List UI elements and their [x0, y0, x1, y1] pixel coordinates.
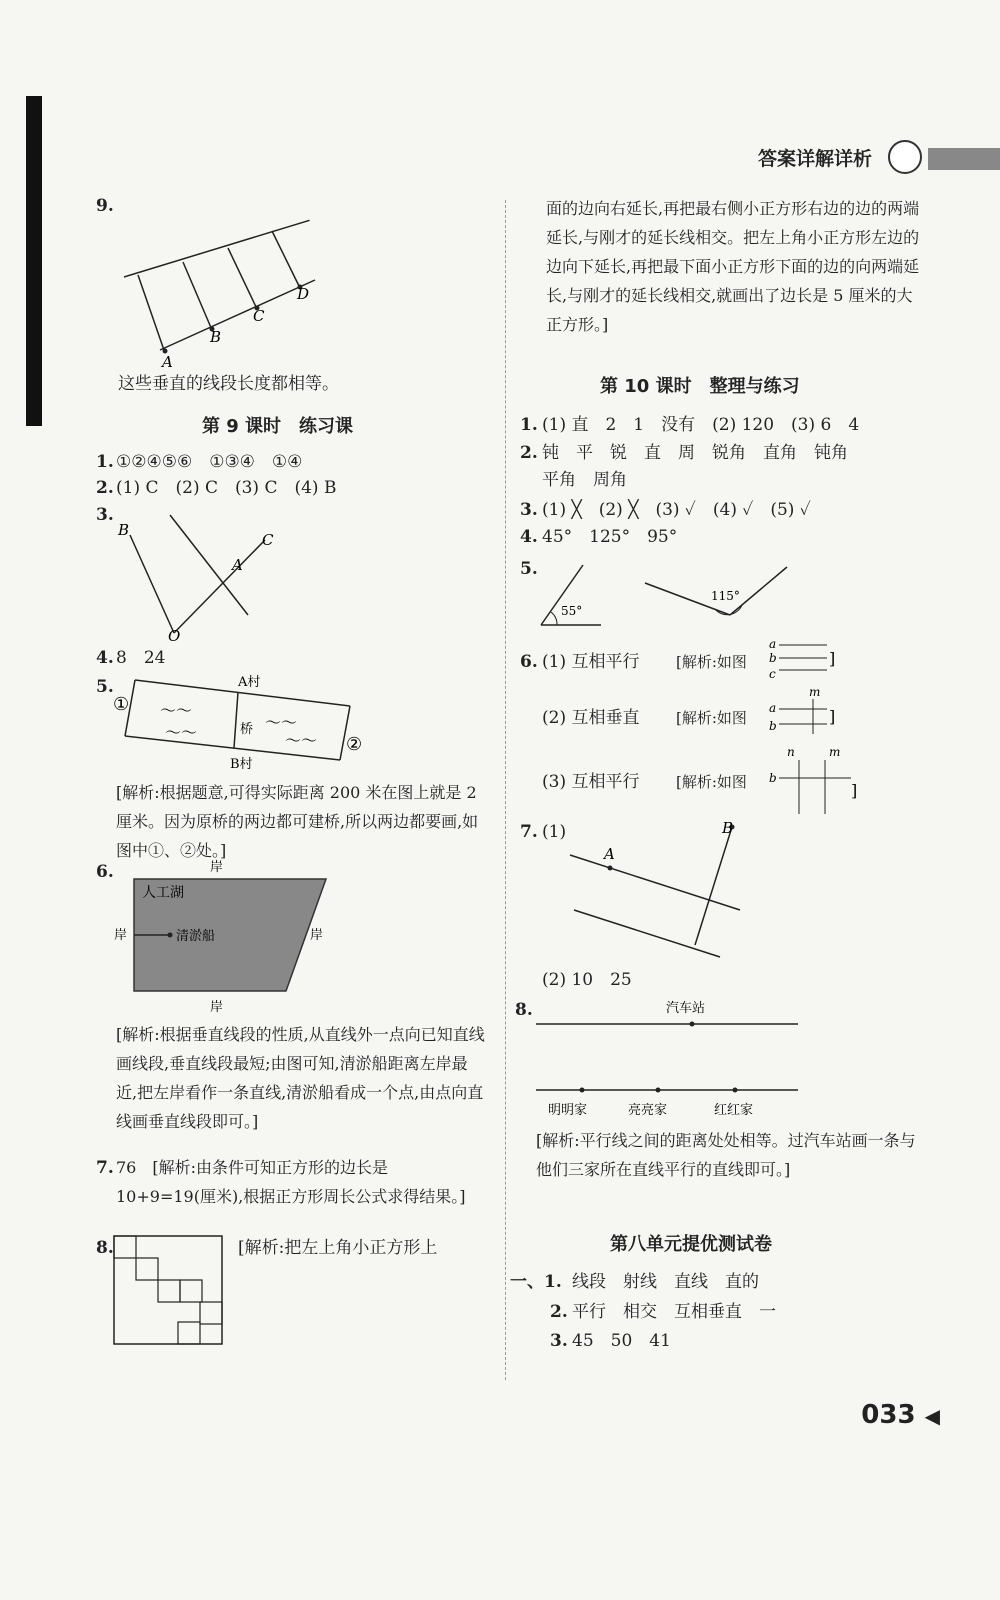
l6-bank-right: 岸	[310, 928, 324, 943]
r8-figure	[530, 996, 805, 1126]
svg-text:m: m	[809, 685, 821, 699]
l5-figure	[110, 668, 375, 778]
l6-bank-left: 岸	[114, 928, 128, 943]
l6-figure	[110, 855, 340, 1015]
q9-label-a: A	[162, 353, 173, 370]
r8-station: 汽车站	[666, 1001, 706, 1016]
r1-number: 1.	[520, 415, 538, 435]
page-arrow-icon: ◀	[924, 1404, 940, 1428]
r6-part1-note: [解析:如图	[676, 653, 747, 671]
r6-part2-note: [解析:如图	[676, 709, 747, 727]
svg-text:～～: ～～	[160, 701, 193, 720]
r1-answer: (1) 直 2 1 没有 (2) 120 (3) 6 4	[542, 415, 860, 435]
header-title: 答案详解详析	[757, 148, 872, 170]
r7-part2: (2) 10 25	[542, 970, 632, 990]
u1-number: 一、1.	[510, 1272, 562, 1292]
r6-part1: (1) 互相平行	[542, 652, 640, 672]
section-title-lesson10: 第 10 课时 整理与练习	[600, 376, 800, 397]
l1-answer: ①②④⑤⑥ ①③④ ①④	[116, 452, 303, 472]
l8-analysis-continued: 面的边向右延长,再把最右侧小正方形右边的边的两端延长,与刚才的延长线相交。把左上角小正方形左边的边向下延长,再把最下面小正方形下面的边的向两端延长,与刚才的延长线相交,就画出了边长是 5 厘米的大正方形。]	[546, 199, 920, 334]
unit-test-title: 第八单元提优测试卷	[610, 1234, 772, 1255]
svg-text:b: b	[769, 771, 777, 785]
l8-figure	[112, 1234, 224, 1346]
svg-text:m: m	[829, 745, 841, 759]
r8-number: 8.	[515, 1000, 533, 1020]
smiley-icon	[888, 140, 922, 174]
l3-figure	[110, 505, 290, 645]
r8-home-2: 亮亮家	[628, 1103, 668, 1118]
svg-text:～～: ～～	[285, 731, 318, 750]
l7-number: 7.	[96, 1158, 114, 1178]
q9-label-b: B	[210, 328, 222, 346]
l4-answer: 8 24	[116, 648, 166, 668]
l5-analysis: [解析:根据题意,可得实际距离 200 米在图上就是 2 厘米。因为原桥的两边都可建桥,所以两边都要画,如图中①、②处。]	[116, 783, 479, 860]
r4-answer: 45° 125° 95°	[542, 527, 678, 547]
l2-number: 2.	[96, 478, 114, 498]
r5-number: 5.	[520, 559, 538, 579]
u2-answer: 平行 相交 互相垂直 一	[572, 1302, 776, 1322]
r6-number: 6.	[520, 652, 538, 672]
l3-label-b: B	[118, 521, 130, 539]
l6-analysis: [解析:根据垂直线段的性质,从直线外一点向已知直线画线段,垂直线段最短;由图可知,清淤船距离左岸最近,把左岸看作一条直线,清淤船看成一个点,由点向直线画垂直线段即可。]	[116, 1025, 485, 1131]
u2-number: 2.	[550, 1302, 568, 1322]
r6-part3: (3) 互相平行	[542, 772, 640, 792]
page-number: 033 ◀	[861, 1400, 940, 1430]
r3-answer: (1) ╳ (2) ╳ (3) ✓ (4) ✓ (5) ✓	[542, 500, 811, 520]
l3-label-c: C	[262, 531, 274, 549]
q9-label-d: D	[297, 285, 310, 303]
l7-answer: 76 [解析:由条件可知正方形的边长是 10+9=19(厘米),根据正方形周长公式求得结果。]	[116, 1158, 466, 1206]
svg-text:]: ]	[829, 649, 836, 668]
section-title-lesson9: 第 9 课时 练习课	[202, 416, 354, 437]
u1-answer: 线段 射线 直线 直的	[572, 1272, 759, 1292]
svg-text:]: ]	[851, 781, 858, 800]
l2-answer: (1) C (2) C (3) C (4) B	[116, 478, 337, 498]
r7-label-a: A	[604, 845, 615, 863]
r5-angle-115: 115°	[711, 589, 740, 603]
l6-boat: 清淤船	[176, 929, 216, 944]
l5-bridge: 桥	[240, 722, 254, 737]
r6-part1-figure	[765, 636, 845, 682]
l1-number: 1.	[96, 452, 114, 472]
r3-number: 3.	[520, 500, 538, 520]
l5-circle-1: ①	[113, 694, 130, 715]
l6-bank-top: 岸	[210, 860, 224, 875]
svg-text:a: a	[769, 637, 777, 651]
svg-text:n: n	[787, 745, 795, 759]
r4-number: 4.	[520, 527, 538, 547]
u3-number: 3.	[550, 1331, 568, 1351]
q9-figure	[110, 195, 330, 370]
r6-part3-figure	[765, 744, 860, 816]
svg-text:～～: ～～	[165, 723, 198, 742]
r2-answer-line1: 钝 平 锐 直 周 锐角 直角 钝角	[542, 443, 848, 463]
r8-home-3: 红红家	[714, 1103, 754, 1118]
r8-home-1: 明明家	[548, 1103, 588, 1118]
l5-number: 5.	[96, 677, 114, 697]
r2-answer-line2: 平角 周角	[542, 470, 627, 490]
l3-label-o: O	[168, 627, 181, 645]
svg-text:a: a	[769, 701, 777, 715]
r7-label-b: B	[722, 819, 734, 837]
header-band	[928, 148, 1000, 170]
r5-figure	[535, 555, 805, 635]
column-divider	[505, 200, 506, 1380]
r8-analysis: [解析:平行线之间的距离处处相等。过汽车站画一条与他们三家所在直线平行的直线即可。]	[536, 1131, 916, 1179]
l6-bank-bottom: 岸	[210, 1000, 224, 1015]
l5-circle-2: ②	[346, 734, 363, 755]
svg-text:b: b	[769, 651, 777, 665]
l5-village-b: B村	[230, 757, 253, 772]
r5-angle-55: 55°	[561, 604, 583, 618]
q9-label-c: C	[253, 307, 265, 325]
r7-figure	[560, 815, 750, 965]
r7-part1: (1)	[542, 822, 567, 842]
l3-label-a: A	[232, 556, 243, 574]
l8-number: 8.	[96, 1238, 114, 1258]
r6-part2: (2) 互相垂直	[542, 708, 640, 728]
svg-text:b: b	[769, 719, 777, 733]
q9-number: 9.	[96, 196, 114, 216]
svg-text:～～: ～～	[265, 713, 298, 732]
svg-text:c: c	[769, 667, 776, 681]
r7-number: 7.	[520, 822, 538, 842]
r6-part3-note: [解析:如图	[676, 773, 747, 791]
l5-village-a: A村	[238, 675, 261, 690]
r6-part2-figure	[765, 684, 845, 736]
l8-analysis: [解析:把左上角小正方形上	[238, 1238, 438, 1258]
l6-lake: 人工湖	[142, 885, 184, 901]
l4-number: 4.	[96, 648, 114, 668]
l6-number: 6.	[96, 862, 114, 882]
r2-number: 2.	[520, 443, 538, 463]
svg-text:]: ]	[829, 707, 836, 726]
side-bar	[26, 96, 42, 426]
l3-number: 3.	[96, 505, 114, 525]
q9-note: 这些垂直的线段长度都相等。	[118, 374, 339, 394]
u3-answer: 45 50 41	[572, 1331, 671, 1351]
